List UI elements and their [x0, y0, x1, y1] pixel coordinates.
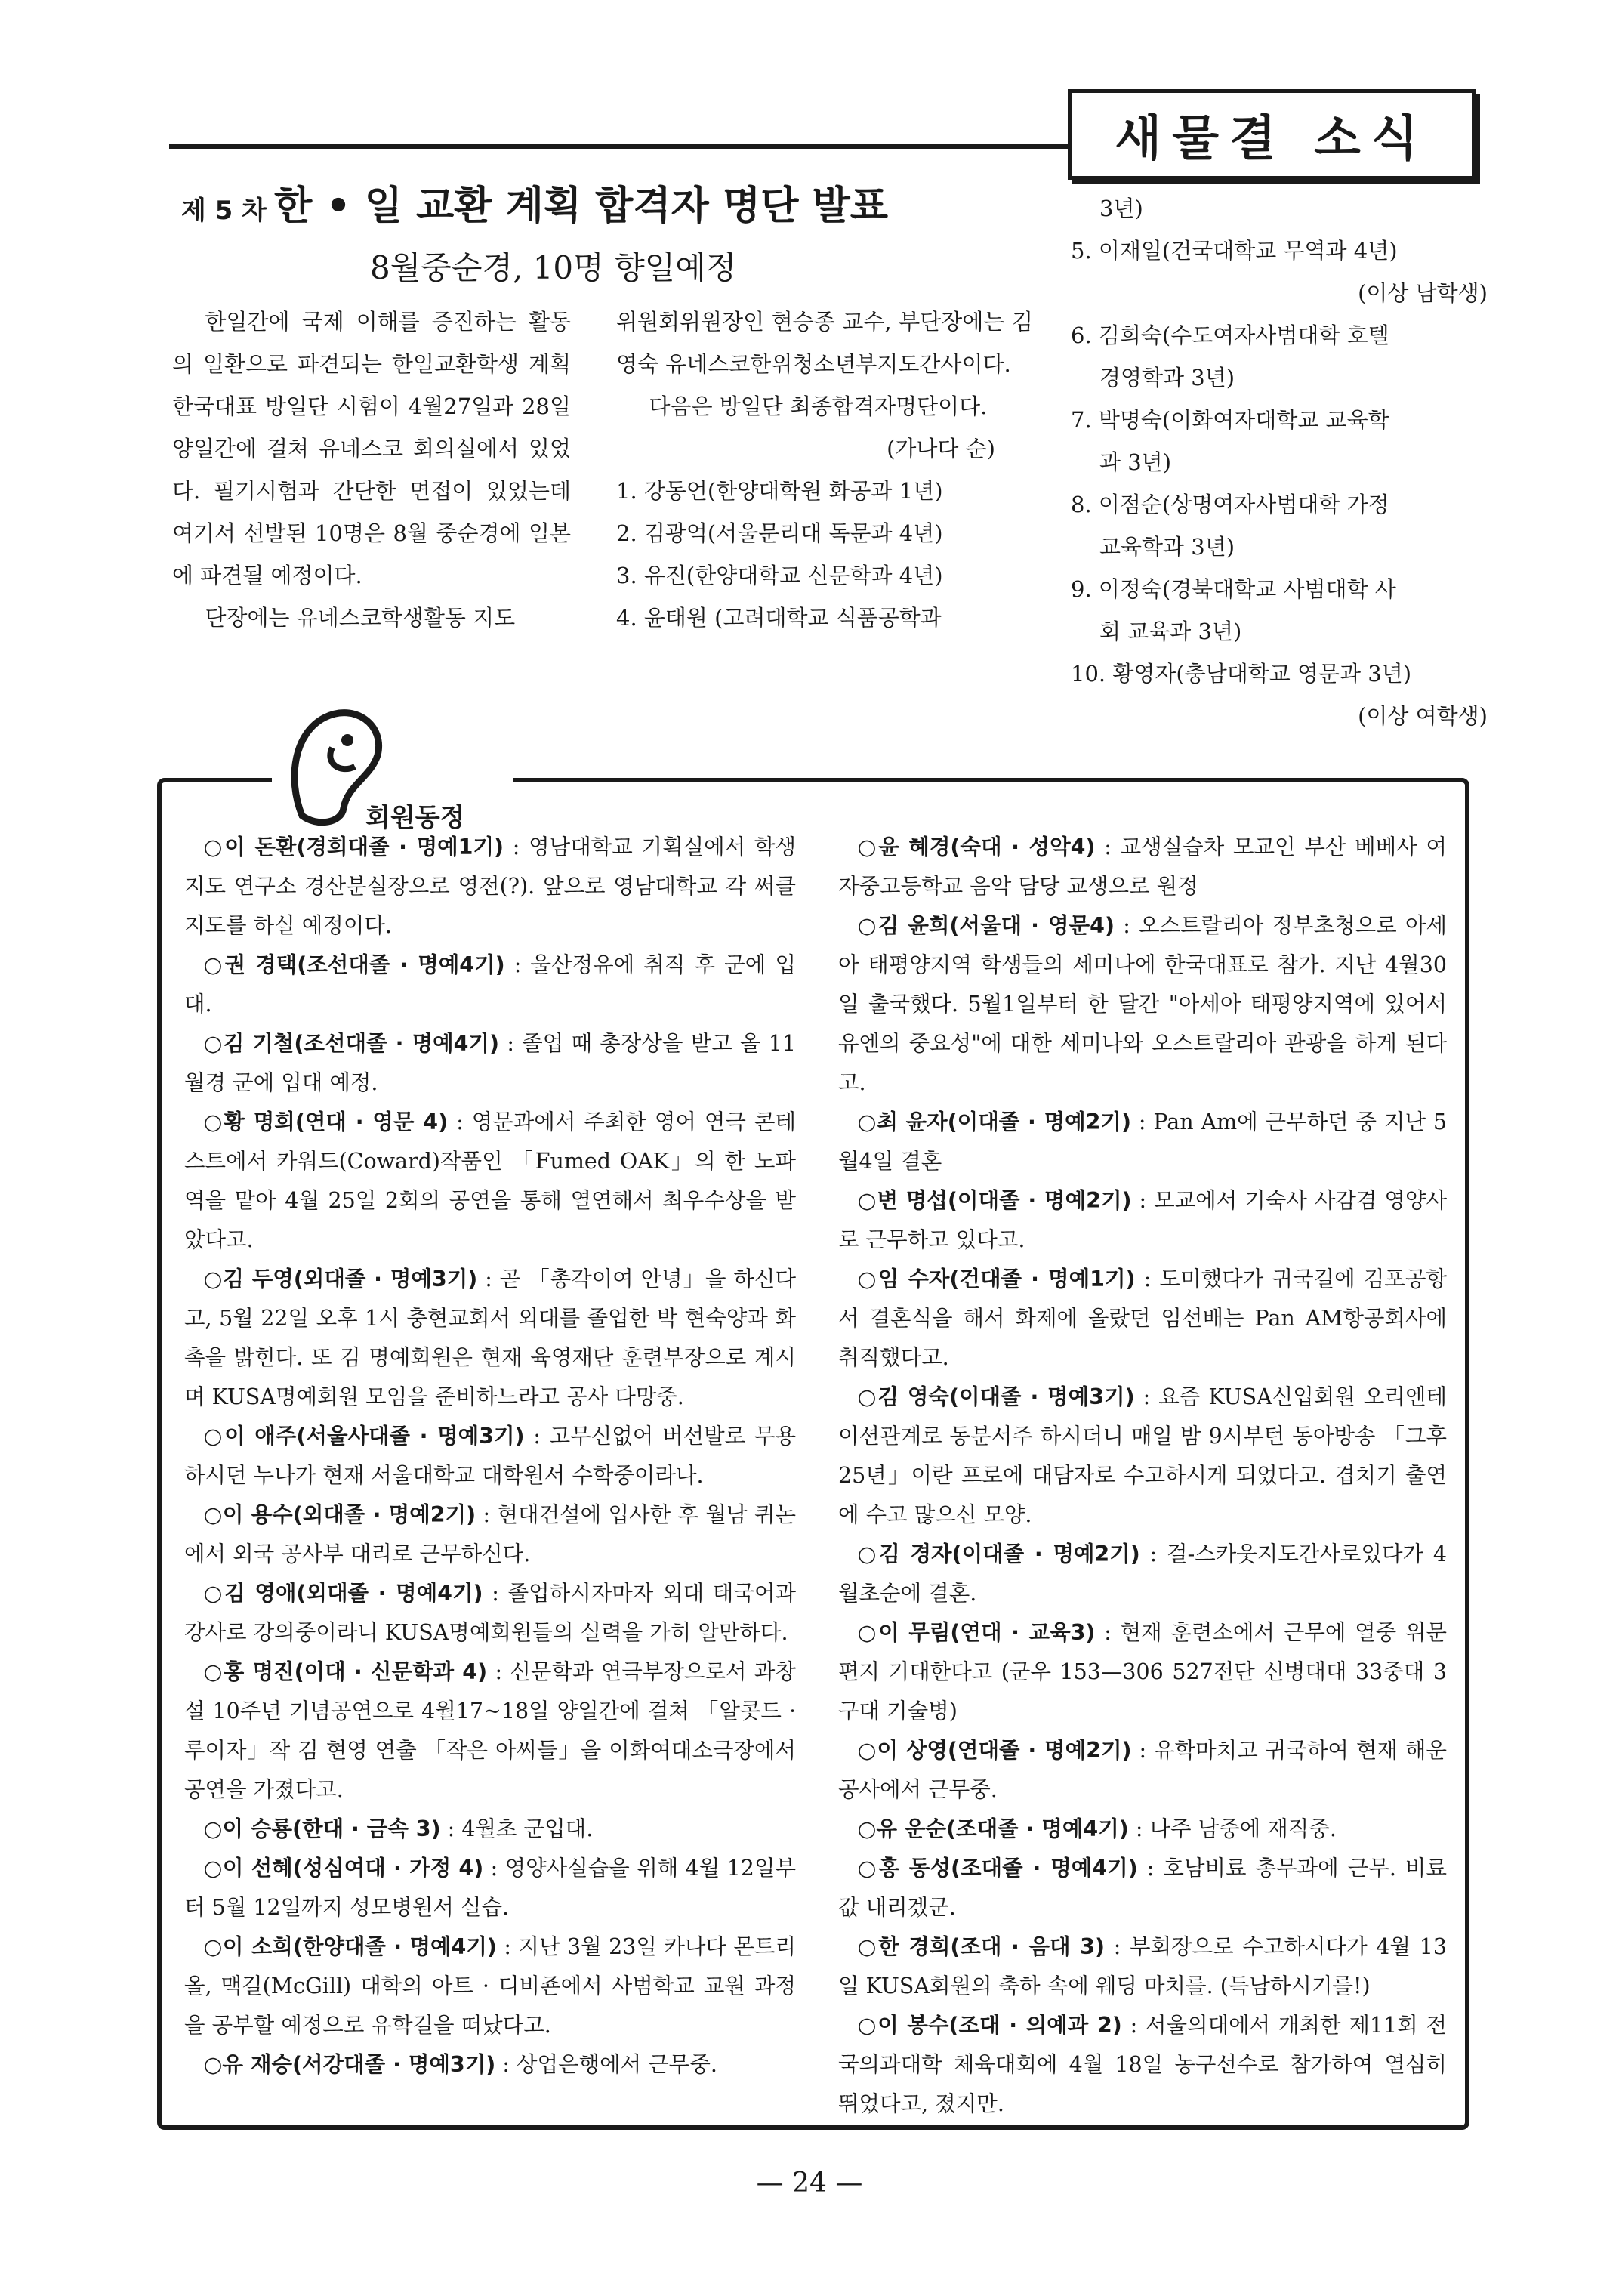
list-item: 회 교육과 3년): [1099, 619, 1242, 644]
article-paragraph: 단장에는 유네스코학생활동 지도: [205, 605, 516, 631]
group-note: (이상 여학생): [1358, 703, 1488, 729]
list-item: 9. 이정숙(경북대학교 사범대학 사: [1071, 576, 1396, 602]
news-name: ○최 윤자(이대졸 · 명예2기): [857, 1109, 1132, 1134]
news-name: ○이 봉수(조대 · 의예과 2): [857, 2013, 1122, 2038]
list-item: 7. 박명숙(이화여자대학교 교육학: [1071, 407, 1389, 433]
news-name: ○황 명희(연대 · 영문 4): [203, 1109, 449, 1134]
list-item: 10. 황영자(충남대학교 영문과 3년): [1071, 661, 1412, 687]
news-text: : 영남대학교 기획실에서 학생지도 연구소 경산분실장으로 영전(?). 앞으로 영남대학교 각 써클 지도를 하실 예정이다.: [184, 835, 797, 938]
news-text: : 현재 훈련소에서 근무에 열중 위문편지 기대한다고 (군우 153—306 527전단 신병대대 33중대 3구대 기술병): [838, 1620, 1447, 1724]
news-text: : 영양사실습을 위해 4월 12일부터 5월 12일까지 성모병원서 실습.: [184, 1856, 797, 1920]
news-text: : 졸업하시자마자 외대 태국어과 강사로 강의중이라니 KUSA명예회원들의 실력을 가히 알만하다.: [184, 1581, 797, 1645]
headline-subtitle: 8월중순경, 10명 향일예정: [370, 249, 737, 286]
news-name: ○김 윤희(서울대 · 영문4): [857, 913, 1115, 938]
news-text: : 모교에서 기숙사 사감겸 영양사로 근무하고 있다고.: [838, 1188, 1447, 1252]
news-text: : 호남비료 총무과에 근무. 비료값 내리겠군.: [838, 1856, 1447, 1920]
news-item: [838, 1535, 1447, 1613]
article-column-1: [172, 301, 571, 639]
news-item: [184, 2045, 796, 2085]
article-paragraph: 한일간에 국제 이해를 증진하는 활동의 일환으로 파견되는 한일교환학생 계획 한국대표 방일단 시험이 4월27일과 28일 양일간에 걸쳐 유네스코 회의실에서 있었다. 필기시험과 간단한 면접이 있었는데 여기서 선발된 10명은 8월 중순경에 일본에 파견될 예정이다.: [172, 309, 571, 588]
news-item: [184, 1417, 796, 1495]
header-rule: [169, 144, 1068, 149]
news-name: ○이 용수(외대졸 · 명예2기): [203, 1502, 476, 1527]
news-name: ○윤 혜경(숙대 · 성악4): [857, 835, 1096, 859]
news-item: [838, 1378, 1447, 1535]
headline-prefix: 제 5 차: [181, 196, 267, 226]
news-item: [184, 828, 796, 946]
news-text: : 나주 남중에 재직중.: [1128, 1816, 1337, 1841]
news-name: ○이 애주(서울사대졸 · 명예3기): [203, 1424, 525, 1449]
list-item: 교육학과 3년): [1099, 534, 1235, 560]
news-text: : 도미했다가 귀국길에 김포공항서 결혼식을 해서 화제에 올랐던 임선배는 Pan AM항공회사에 취직했다고.: [838, 1267, 1448, 1370]
news-name: ○권 경택(조선대졸 · 명예4기): [203, 952, 505, 977]
news-text: : 부회장으로 수고하시다가 4월 13일 KUSA회원의 축하 속에 웨딩 마치를. (득남하시기를!): [838, 1934, 1448, 1998]
news-item: [184, 1260, 796, 1417]
news-item: [838, 1731, 1447, 1810]
news-name: ○이 승룡(한대 · 금속 3): [203, 1816, 441, 1841]
news-name: ○김 경자(이대졸 · 명예2기): [857, 1541, 1140, 1566]
list-item: 3년): [1099, 196, 1143, 221]
list-item: 5. 이재일(건국대학교 무역과 4년): [1071, 238, 1398, 264]
news-text: : 걸-스카웃지도간사로있다가 4월초순에 결혼.: [838, 1541, 1448, 1606]
news-text: : 졸업 때 총장상을 받고 올 11월경 군에 입대 예정.: [184, 1031, 796, 1095]
news-name: ○임 수자(건대졸 · 명예1기): [857, 1267, 1136, 1292]
news-name: ○이 소희(한양대졸 · 명예4기): [203, 1934, 497, 1959]
news-item: [838, 1260, 1447, 1378]
list-item: 4. 윤태원 (고려대학교 식품공학과: [616, 605, 942, 631]
news-name: ○유 재승(서강대졸 · 명예3기): [203, 2052, 496, 2077]
news-name: ○김 두영(외대졸 · 명예3기): [203, 1267, 478, 1292]
news-item: [838, 1103, 1447, 1181]
article-column-3: [1071, 187, 1488, 737]
news-text: : 요즘 KUSA신입회원 오리엔테이션관계로 동분서주 하시더니 매일 밤 9시부턴 동아방송 「그후25년」이란 프로에 대담자로 수고하시게 되었다고. 겹치기 출연에 수고 많으신 모양.: [838, 1384, 1447, 1527]
news-item: [838, 1613, 1447, 1731]
list-item: 1. 강동언(한양대학원 화공과 1년): [616, 478, 943, 504]
news-item: [184, 946, 796, 1024]
news-item: [838, 1181, 1447, 1260]
news-text: : 영문과에서 주최한 영어 연극 콘테스트에서 카워드(Coward)작품인 「Fumed OAK」의 한 노파역을 맡아 4월 25일 2회의 공연을 통해 열연해서 최우수상을 받았다고.: [184, 1109, 796, 1252]
article-column-2: [616, 301, 1033, 639]
news-item: [838, 1810, 1447, 1849]
news-name: ○변 명섭(이대졸 · 명예2기): [857, 1188, 1132, 1213]
news-item: [838, 1927, 1447, 2006]
news-name: ○김 영애(외대졸 · 명예4기): [203, 1581, 483, 1606]
news-item: [838, 1849, 1447, 1927]
news-name: ○김 영숙(이대졸 · 명예3기): [857, 1384, 1135, 1409]
news-text: : 고무신없어 버선발로 무용하시던 누나가 현재 서울대학교 대학원서 수학중이라나.: [184, 1424, 797, 1488]
list-item: 6. 김희숙(수도여자사범대학 호텔: [1071, 322, 1389, 348]
news-item: [184, 1927, 796, 2045]
news-item: [184, 1495, 796, 1574]
headline-title: 한 • 일 교환 계획 합격자 명단 발표: [274, 184, 889, 229]
list-item: 3. 유진(한양대학교 신문학과 4년): [616, 563, 943, 588]
member-news-label: 회원동정: [361, 797, 469, 834]
news-name: ○홍 명진(이대 · 신문학과 4): [203, 1659, 488, 1684]
news-text: : 유학마치고 귀국하여 현재 해운공사에서 근무중.: [838, 1738, 1447, 1802]
news-text: : 신문학과 연극부장으로서 과창설 10주년 기념공연으로 4월17~18일 양일간에 걸쳐 「알콧드 · 루이자」작 김 현영 연출 「작은 아씨들」을 이화여대소극장에서 공연을 가졌다고.: [184, 1659, 796, 1802]
news-item: [838, 2006, 1447, 2124]
headline: [181, 174, 1050, 230]
news-text: : 현대건설에 입사한 후 월남 퀴논에서 외국 공사부 대리로 근무하신다.: [184, 1502, 796, 1566]
section-tag: 새물결 소식: [1068, 89, 1476, 180]
news-name: ○김 기철(조선대졸 · 명예4기): [203, 1031, 500, 1056]
news-item: [184, 1024, 796, 1103]
news-name: ○이 선혜(성심여대 · 가정 4): [203, 1856, 484, 1881]
news-name: ○한 경희(조대 · 음대 3): [857, 1934, 1105, 1959]
news-text: : 지난 3월 23일 카나다 몬트리올, 맥길(McGill) 대학의 아트 · 디비죤에서 사범학교 교원 과정을 공부할 예정으로 유학길을 떠났다고.: [184, 1934, 796, 2038]
member-news-column-2: [838, 828, 1447, 2124]
group-note: (이상 남학생): [1358, 280, 1488, 306]
page-number: — 24 —: [756, 2168, 863, 2199]
news-item: [184, 1103, 796, 1260]
list-item: 경영학과 3년): [1099, 365, 1235, 390]
news-item: [838, 828, 1447, 906]
news-text: : 울산정유에 취직 후 군에 입대.: [184, 952, 796, 1017]
news-text: : 교생실습차 모교인 부산 베베사 여자중고등학교 음악 담당 교생으로 원정: [838, 835, 1447, 899]
news-text: : 곧 「총각이여 안녕」을 하신다고, 5월 22일 오후 1시 충현교회서 외대를 졸업한 박 현숙양과 화촉을 밝힌다. 또 김 명예회원은 현재 육영재단 훈련부장으로 계시며 KUSA명예회원 모임을 준비하느라고 공사 다망중.: [184, 1267, 796, 1409]
news-text: : 서울의대에서 개최한 제11회 전국의과대학 체육대회에 4월 18일 농구선수로 참가하여 열심히 뛰었다고, 졌지만.: [838, 2013, 1447, 2116]
news-name: ○이 돈환(경희대졸 · 명예1기): [203, 835, 504, 859]
list-item: 8. 이점순(상명여자사범대학 가정: [1071, 492, 1389, 517]
news-name: ○이 무림(연대 · 교육3): [857, 1620, 1096, 1645]
list-item: 2. 김광억(서울문리대 독문과 4년): [616, 520, 943, 546]
news-text: : 4월초 군입대.: [440, 1816, 594, 1841]
member-news-column-1: [184, 828, 796, 2085]
article-paragraph: 다음은 방일단 최종합격자명단이다.: [649, 393, 988, 419]
news-text: : 상업은행에서 근무중.: [495, 2052, 717, 2077]
order-note: (가나다 순): [887, 436, 995, 461]
news-item: [184, 1810, 796, 1849]
news-name: ○유 운순(조대졸 · 명예4기): [857, 1816, 1129, 1841]
news-item: [838, 906, 1447, 1103]
news-text: : 오스트랄리아 정부초청으로 아세아 태평양지역 학생들의 세미나에 한국대표로 참가. 지난 4월30일 출국했다. 5월1일부터 한 달간 "아세아 태평양지역에 있어서 유엔의 중요성"에 대한 세미나와 오스트랄리아 관광을 하게 된다고.: [838, 913, 1448, 1095]
list-item: 과 3년): [1099, 449, 1172, 475]
news-name: ○이 상영(연대졸 · 명예2기): [857, 1738, 1132, 1763]
news-text: : Pan Am에 근무하던 중 지난 5월4일 결혼: [838, 1109, 1447, 1174]
news-item: [184, 1653, 796, 1810]
news-item: [184, 1574, 796, 1653]
news-name: ○홍 동성(조대졸 · 명예4기): [857, 1856, 1138, 1881]
news-item: [184, 1849, 796, 1927]
article-paragraph: 위원회위원장인 현승종 교수, 부단장에는 김영숙 유네스코한위청소년부지도간사이다.: [616, 309, 1033, 377]
